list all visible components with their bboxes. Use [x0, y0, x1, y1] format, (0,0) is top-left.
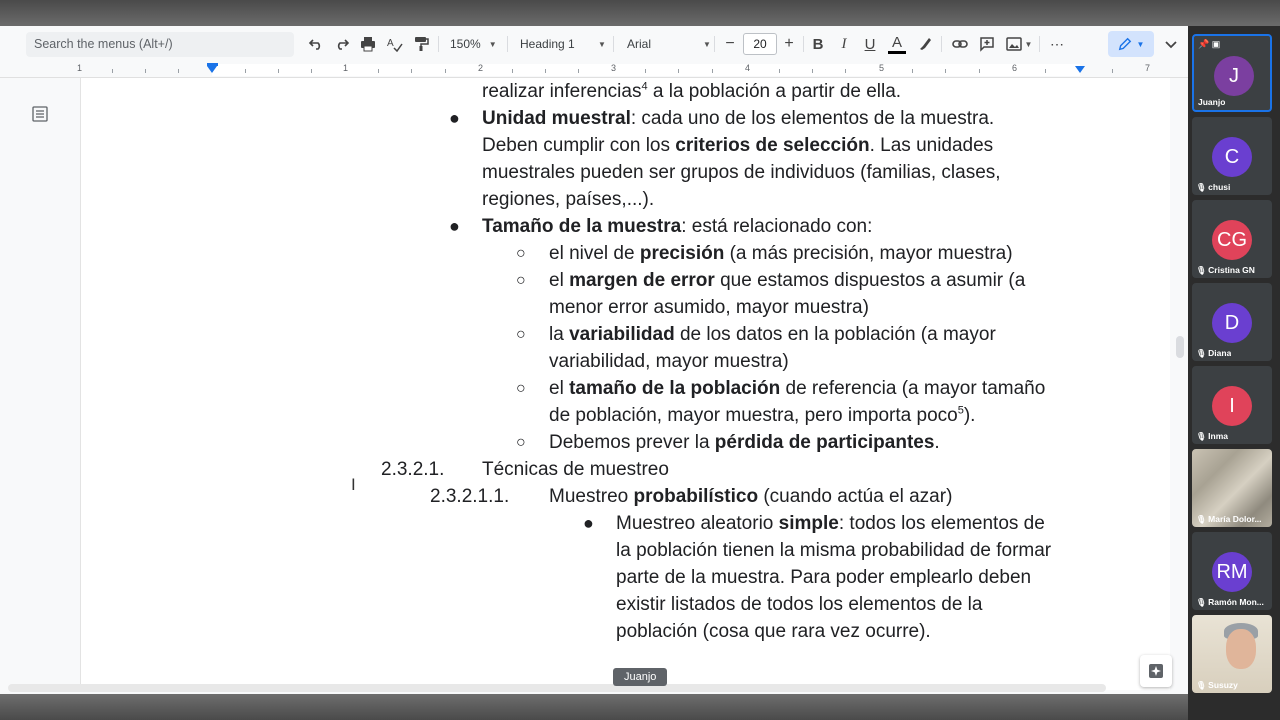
ruler-tick [145, 69, 146, 73]
mic-off-icon: 🎙 [1196, 349, 1207, 358]
text-line: la población tienen la misma probabilidad de formar [616, 540, 1052, 561]
redo-icon[interactable] [332, 34, 352, 54]
document-canvas [0, 78, 1188, 690]
ruler-number: 4 [745, 63, 751, 73]
bullet-marker: ● [449, 108, 460, 128]
list-item: Muestreo aleatorio simple: todos los elementos de [616, 513, 1045, 534]
participants-panel [1188, 26, 1280, 720]
sub-list-item: el margen de error que estamos dispuestos a asumir (a [549, 270, 1026, 291]
ruler-tick [812, 69, 813, 73]
ruler-tick [645, 69, 646, 73]
ruler-tick [112, 69, 113, 73]
ruler-tick [1112, 69, 1113, 73]
ruler-tick [712, 69, 713, 73]
subheading-text: Muestreo probabilístico (cuando actúa el azar) [549, 486, 953, 507]
sub-list-item: Debemos prever la pérdida de participantes. [549, 432, 940, 453]
participant-name: Juanjo [1198, 97, 1226, 107]
ruler-tick [779, 69, 780, 73]
participant-name: 🎙 Susuzy [1196, 680, 1238, 690]
ruler-number: 2 [478, 63, 484, 73]
paint-format-icon[interactable] [411, 34, 431, 54]
highlight-pen-icon[interactable] [916, 34, 934, 54]
list-item: Unidad muestral: cada uno de los elementos de la muestra. [482, 108, 995, 129]
sub-bullet-marker: ○ [516, 434, 526, 451]
participant-tile[interactable] [1192, 615, 1272, 693]
toolbar-separator [507, 36, 508, 52]
toolbar-separator [714, 36, 715, 52]
participant-tile[interactable] [1192, 532, 1272, 610]
print-icon[interactable] [358, 34, 378, 54]
text-line: parte de la muestra. Para poder emplearlo deben [616, 567, 1032, 588]
spellcheck-icon[interactable] [385, 34, 405, 54]
participant-tile[interactable] [1192, 117, 1272, 195]
ruler-number: 1 [77, 63, 83, 73]
participant-name: 🎙 María Dolor... [1196, 514, 1262, 524]
participant-tile[interactable] [1192, 283, 1272, 361]
underline-button[interactable]: U [864, 35, 876, 53]
vertical-scrollbar-thumb[interactable] [1176, 336, 1184, 358]
svg-text:A: A [387, 38, 394, 49]
ruler-tick [178, 69, 179, 73]
zoom-select[interactable]: 150% ▼ [450, 37, 497, 51]
horizontal-ruler[interactable] [0, 62, 1188, 78]
bold-button[interactable]: B [812, 35, 824, 53]
document-outline-icon[interactable] [32, 106, 48, 122]
text-line: de población, mayor muestra, pero importa poco$^5$). [549, 404, 976, 426]
bullet-marker: ● [583, 513, 594, 533]
heading-text: Técnicas de muestreo [482, 459, 669, 480]
text-line: existir listados de todos los elementos de la [616, 594, 983, 615]
ruler-number: 7 [1145, 63, 1151, 73]
ruler-tick [678, 69, 679, 73]
sub-bullet-marker: ○ [516, 245, 526, 262]
collaborator-cursor-tag: Juanjo [613, 668, 667, 686]
text-line: población (cosa que rara vez ocurre). [616, 621, 931, 642]
avatar: RM [1212, 552, 1252, 592]
horizontal-scrollbar[interactable] [8, 684, 1106, 692]
ruler-tick [1045, 69, 1046, 73]
participant-name: 🎙 Inma [1196, 431, 1228, 441]
ruler-number: 5 [879, 63, 885, 73]
participant-name: 🎙 Diana [1196, 348, 1232, 358]
left-indent-marker[interactable] [207, 66, 217, 73]
ruler-number: 6 [1012, 63, 1018, 73]
text-color-button[interactable]: A [888, 34, 906, 54]
pencil-icon [1118, 37, 1132, 51]
text-line: realizar inferencias$^4$ a la población a partir de ella. [482, 80, 902, 102]
avatar: J [1214, 56, 1254, 96]
avatar: C [1212, 137, 1252, 177]
collapse-menus-icon[interactable] [1162, 34, 1180, 54]
chevron-down-icon: ▼ [1136, 39, 1145, 49]
ruler-tick [845, 69, 846, 73]
ruler-tick [578, 69, 579, 73]
toolbar-separator [613, 36, 614, 52]
decrease-font-size-button[interactable]: − [725, 35, 735, 52]
italic-button[interactable]: I [841, 35, 847, 52]
ruler-tick [945, 69, 946, 73]
more-options-icon[interactable]: ⋯ [1050, 35, 1064, 52]
ruler-tick [545, 69, 546, 73]
bullet-marker: ● [449, 216, 460, 236]
sub-bullet-marker: ○ [516, 380, 526, 397]
heading-number: 2.3.2.1. [381, 459, 445, 480]
insert-image-icon[interactable]: ▼ [1003, 34, 1035, 54]
add-comment-icon[interactable] [977, 34, 997, 54]
participant-name: 🎙 Ramón Mon... [1196, 597, 1264, 607]
mic-off-icon: 🎙 [1196, 432, 1207, 441]
search-menus-input[interactable]: Search the menus (Alt+/) [26, 32, 294, 57]
editing-mode-button[interactable] [1108, 31, 1154, 57]
participant-name: 🎙 Cristina GN [1196, 265, 1255, 275]
sub-list-item: el tamaño de la población de referencia (a mayor tamaño [549, 378, 1046, 399]
mic-off-icon: 🎙 [1196, 598, 1207, 607]
toolbar-separator [803, 36, 804, 52]
ruler-tick [912, 69, 913, 73]
ruler-tick [378, 69, 379, 73]
docs-toolbar [0, 26, 1188, 62]
pin-icon[interactable]: 📌 ▣ [1198, 39, 1221, 49]
participant-name: 🎙 chusi [1196, 182, 1231, 192]
mic-off-icon: 🎙 [1196, 681, 1207, 690]
document-page[interactable] [80, 78, 1170, 690]
participant-tile[interactable] [1192, 200, 1272, 278]
ruler-tick [411, 69, 412, 73]
explore-icon[interactable] [1140, 655, 1172, 687]
participant-tile[interactable] [1192, 449, 1272, 527]
ruler-tick [512, 69, 513, 73]
text-line: muestrales pueden ser grupos de individuos (familias, clases, [482, 162, 1001, 183]
sub-bullet-marker: ○ [516, 326, 526, 343]
font-size-input[interactable]: 20 [743, 33, 777, 55]
mic-off-icon: 🎙 [1196, 266, 1207, 275]
undo-icon[interactable] [306, 34, 326, 54]
ruler-tick [445, 69, 446, 73]
document-window [0, 26, 1188, 694]
participant-tile[interactable] [1192, 34, 1272, 112]
toolbar-separator [438, 36, 439, 52]
avatar: CG [1212, 220, 1252, 260]
toolbar-separator [1039, 36, 1040, 52]
ruler-tick [245, 69, 246, 73]
text-line: variabilidad, mayor muestra) [549, 351, 789, 372]
top-background-strip [0, 0, 1280, 26]
ruler-number: 1 [343, 63, 349, 73]
text-line: Deben cumplir con los criterios de selección. Las unidades [482, 135, 994, 156]
text-line: regiones, países,...). [482, 189, 655, 210]
avatar: I [1212, 386, 1252, 426]
sub-bullet-marker: ○ [516, 272, 526, 289]
right-indent-marker[interactable] [1075, 66, 1085, 73]
ruler-tick [311, 69, 312, 73]
insert-link-icon[interactable] [950, 34, 970, 54]
increase-font-size-button[interactable]: + [784, 35, 794, 52]
toolbar-separator [941, 36, 942, 52]
list-item: Tamaño de la muestra: está relacionado con: [482, 216, 873, 237]
mic-off-icon: 🎙 [1196, 515, 1207, 524]
mic-off-icon: 🎙 [1196, 183, 1207, 192]
ruler-tick [278, 69, 279, 73]
paragraph-style-select[interactable]: Heading 1 ▼ [520, 37, 606, 51]
ruler-number: 3 [611, 63, 617, 73]
sub-list-item: el nivel de precisión (a más precisión, mayor muestra) [549, 243, 1013, 264]
avatar: D [1212, 303, 1252, 343]
subheading-number: 2.3.2.1.1. [430, 486, 510, 507]
participant-tile[interactable] [1192, 366, 1272, 444]
sub-list-item: la variabilidad de los datos en la población (a mayor [549, 324, 996, 345]
text-cursor-icon: I [351, 475, 356, 494]
bottom-background-strip [0, 694, 1188, 720]
text-line: menor error asumido, mayor muestra) [549, 297, 869, 318]
font-family-select[interactable]: Arial ▼ [627, 37, 711, 51]
ruler-tick [979, 69, 980, 73]
